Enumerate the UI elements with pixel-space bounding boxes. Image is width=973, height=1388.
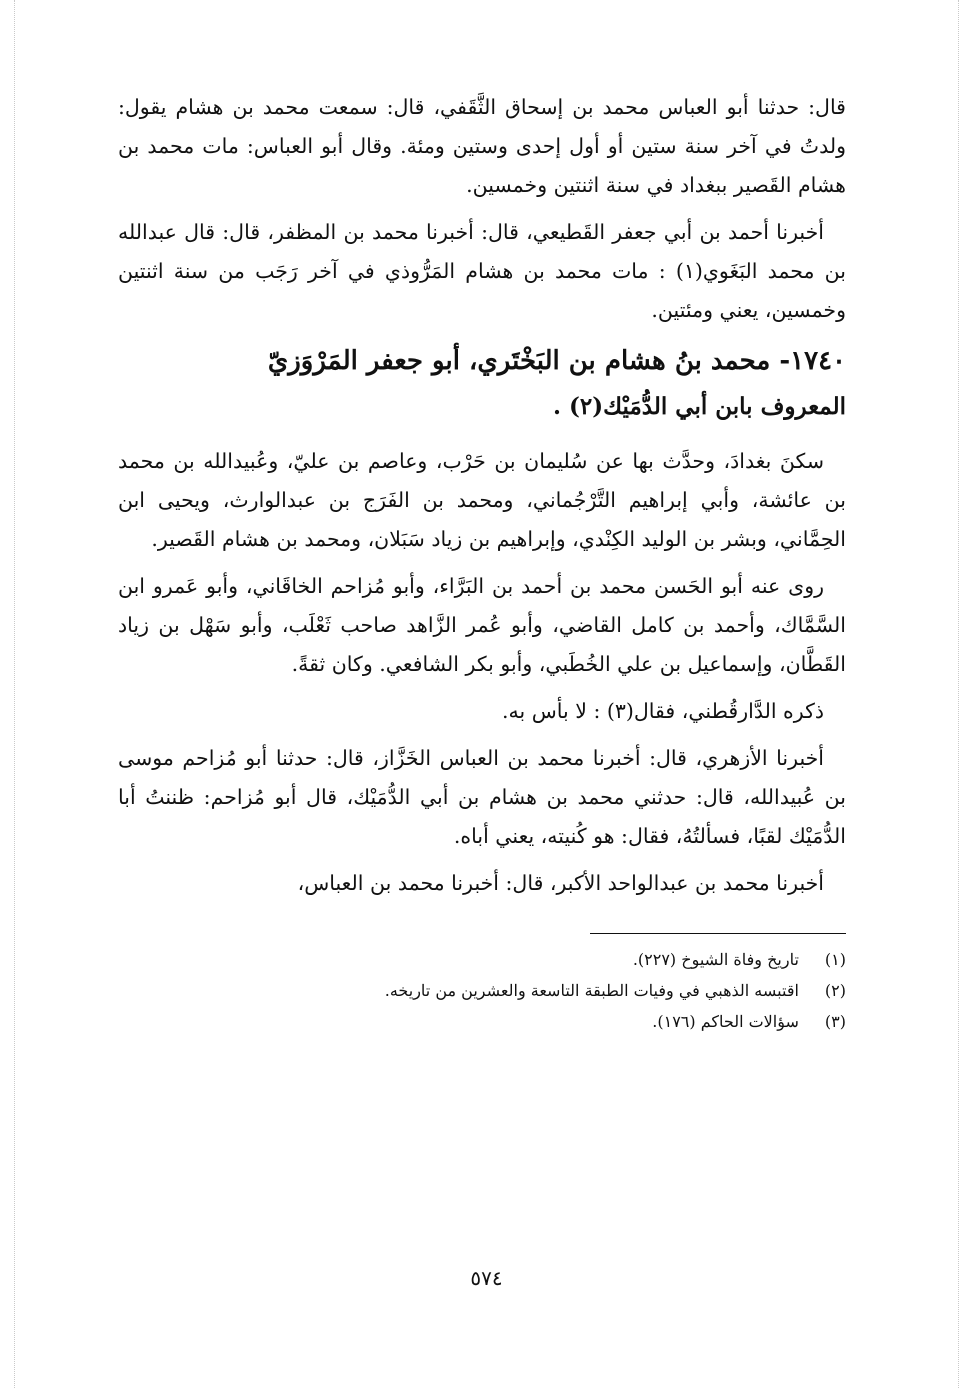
footnote-2 — [118, 975, 846, 1006]
footnote-number: (١) — [824, 950, 846, 969]
footnote-number: (٣) — [824, 1012, 846, 1031]
footnote-1 — [118, 944, 846, 975]
document-page — [118, 88, 846, 1037]
footnote-separator — [590, 933, 846, 934]
paragraph-5: ذكره الدَّارقُطني، فقال(٣) : لا بأس به. — [502, 699, 824, 723]
footnote-3 — [118, 1006, 846, 1037]
paragraph-7: أخبرنا محمد بن عبدالواحد الأكبر، قال: أخبرنا محمد بن العباس، — [297, 871, 824, 895]
entry-heading — [118, 338, 846, 430]
footnote-text: اقتبسه الذهبي في وفيات الطبقة التاسعة والعشرين من تاريخه. — [384, 981, 799, 1000]
paragraph-1: قال: حدثنا أبو العباس محمد بن إسحاق الثَّقَفي، قال: سمعت محمد بن هشام يقول: ولدتُ في آخر سنة ستين أو أول إحدى وستين ومئة. وقال أبو العباس: مات محمد بن هشام القَصير ببغداد في سنة اثنتين وخمسين. — [118, 95, 846, 197]
paragraph-6: أخبرنا الأزهري، قال: أخبرنا محمد بن العباس الخَزَّاز، قال: حدثنا أبو مُزاحم موسى بن عُبيدالله، قال: حدثني محمد بن هشام بن أبي الدُّمَيْك، قال أبو مُزاحم: ظننتُ أبا الدُّمَيْك لقبًا، فسألتُهُ، فقال: هو كُنيته، يعني أباه. — [118, 746, 846, 848]
paragraph-4: روى عنه أبو الحَسن محمد بن أحمد بن البَرَّاء، وأبو مُزاحم الخاقَاني، وأبو عَمرو ابن السَّمَّاك، وأحمد بن كامل القاضي، وأبو عُمر الزَّاهد صاحب ثَعْلَب، وأبو سَهْل بن زياد القَطَّان، وإسماعيل بن علي الخُطَبي، وأبو بكر الشافعي. وكان ثقةً. — [118, 574, 846, 676]
footnote-text: تاريخ وفاة الشيوخ (٢٢٧). — [632, 950, 799, 969]
entry-heading-line1: ١٧٤٠- محمد بنُ هشام بن البَخْتَري، أبو جعفر المَرْوَزيّ — [267, 346, 846, 376]
footnote-separator-wrap — [118, 911, 846, 944]
scan-edge-right — [958, 0, 959, 1388]
footnote-text: سؤالات الحاكم (١٧٦). — [652, 1012, 799, 1031]
footnote-number: (٢) — [824, 981, 846, 1000]
paragraph-3: سكنَ بغدادَ، وحدَّث بها عن سُليمان بن حَرْب، وعاصم بن عليّ، وعُبيدالله بن محمد بن عائشة، وأبي إبراهيم التَّرْجُماني، ومحمد بن الفَرَج بن عبدالوارث، ويحيى ابن الحِمَّاني، وبشر بن الوليد الكِنْدي، وإبراهيم بن زياد سَبَلان، ومحمد بن هشام القَصير. — [118, 449, 846, 551]
page-number: ٥٧٤ — [470, 1266, 503, 1290]
entry-heading-line2: المعروف بابن أبي الدُّمَيْك(٢) . — [553, 393, 846, 420]
scan-edge-left — [14, 0, 15, 1388]
paragraph-2: أخبرنا أحمد بن أبي جعفر القَطيعي، قال: أخبرنا محمد بن المظفر، قال: قال عبدالله بن محمد البَغَوي(١) : مات محمد بن هشام المَرُّوذي في آخر رَجَب من سنة اثنتين وخمسين، يعني ومئتين. — [118, 220, 846, 322]
footnotes — [118, 944, 846, 1037]
